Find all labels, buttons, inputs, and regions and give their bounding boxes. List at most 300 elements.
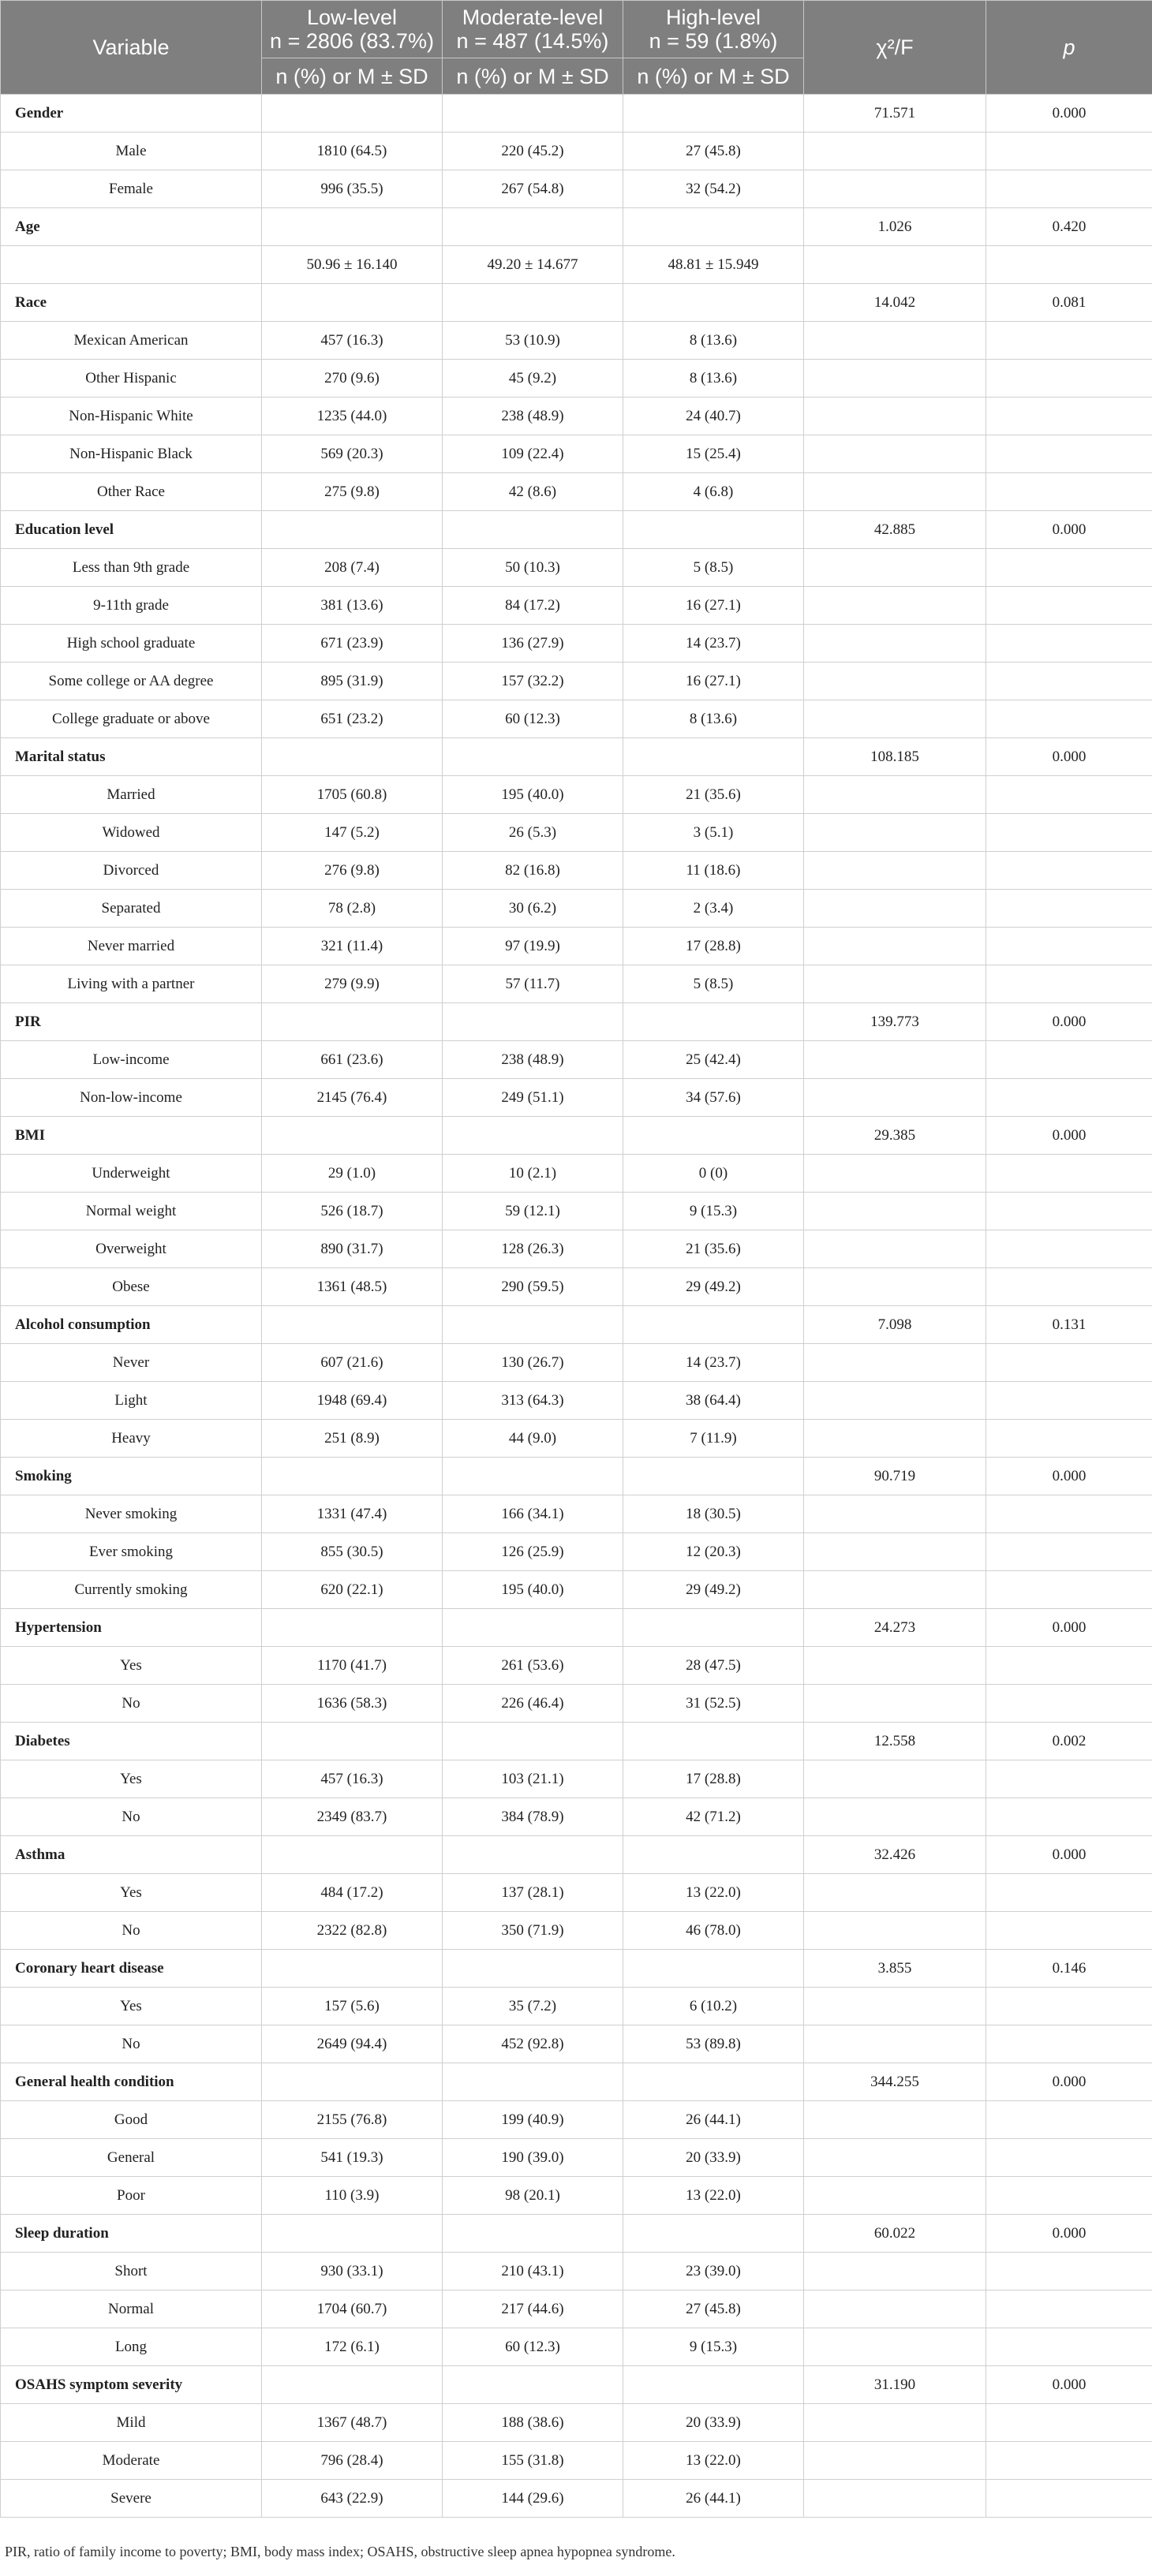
header-high-level <box>623 1 804 58</box>
low-level-value: 569 (20.3) <box>262 435 443 473</box>
moderate-level-value: 199 (40.9) <box>443 2101 623 2139</box>
empty-cell <box>804 1041 986 1079</box>
table-row <box>1 1912 1152 1950</box>
table-footnote: PIR, ratio of family income to poverty; BMI, body mass index; OSAHS, obstructive sleep apnea hypopnea syndrome. <box>5 2544 675 2559</box>
chi-square-value: 3.855 <box>804 1950 986 1988</box>
empty-cell <box>262 1117 443 1155</box>
empty-cell <box>986 1685 1152 1723</box>
high-level-value: 17 (28.8) <box>623 928 804 965</box>
empty-cell <box>804 1912 986 1950</box>
empty-cell <box>804 1344 986 1382</box>
section-row <box>1 2063 1152 2101</box>
high-level-value: 3 (5.1) <box>623 814 804 852</box>
empty-cell <box>623 1950 804 1988</box>
row-label: Severe <box>1 2480 262 2518</box>
high-level-value: 16 (27.1) <box>623 663 804 700</box>
section-row <box>1 2215 1152 2253</box>
empty-cell <box>443 1609 623 1647</box>
row-label: College graduate or above <box>1 700 262 738</box>
header-moderate-level-n: n = 487 (14.5%) <box>456 29 609 53</box>
high-level-value: 16 (27.1) <box>623 587 804 625</box>
p-value: 0.131 <box>986 1306 1152 1344</box>
table-row <box>1 1193 1152 1230</box>
empty-cell <box>804 663 986 700</box>
chi-square-value: 12.558 <box>804 1723 986 1760</box>
high-level-value: 26 (44.1) <box>623 2480 804 2518</box>
empty-cell <box>443 1950 623 1988</box>
empty-cell <box>443 95 623 133</box>
empty-cell <box>986 133 1152 170</box>
table-row <box>1 852 1152 890</box>
section-name: Diabetes <box>1 1723 262 1760</box>
empty-cell <box>986 322 1152 360</box>
table-row <box>1 1874 1152 1912</box>
moderate-level-value: 128 (26.3) <box>443 1230 623 1268</box>
chi-square-value: 14.042 <box>804 284 986 322</box>
low-level-value: 895 (31.9) <box>262 663 443 700</box>
low-level-value: 2155 (76.8) <box>262 2101 443 2139</box>
empty-cell <box>804 2139 986 2177</box>
empty-cell <box>443 511 623 549</box>
moderate-level-value: 82 (16.8) <box>443 852 623 890</box>
header-low-level-n: n = 2806 (83.7%) <box>270 29 434 53</box>
header-high-level-stat: n (%) or M ± SD <box>623 58 804 95</box>
empty-cell <box>262 2215 443 2253</box>
table-row <box>1 398 1152 435</box>
high-level-value: 9 (15.3) <box>623 2328 804 2366</box>
moderate-level-value: 97 (19.9) <box>443 928 623 965</box>
empty-cell <box>804 700 986 738</box>
low-level-value: 1948 (69.4) <box>262 1382 443 1420</box>
empty-cell <box>986 852 1152 890</box>
empty-cell <box>804 2177 986 2215</box>
low-level-value: 1705 (60.8) <box>262 776 443 814</box>
header-low-level-stat: n (%) or M ± SD <box>262 58 443 95</box>
row-label <box>1 246 262 284</box>
empty-cell <box>804 1647 986 1685</box>
empty-cell <box>623 1003 804 1041</box>
table-row <box>1 170 1152 208</box>
empty-cell <box>623 2366 804 2404</box>
row-label: Short <box>1 2253 262 2290</box>
high-level-value: 21 (35.6) <box>623 776 804 814</box>
table-row <box>1 2328 1152 2366</box>
high-level-value: 53 (89.8) <box>623 2025 804 2063</box>
table-row <box>1 814 1152 852</box>
high-level-value: 48.81 ± 15.949 <box>623 246 804 284</box>
empty-cell <box>804 1988 986 2025</box>
high-level-value: 5 (8.5) <box>623 965 804 1003</box>
low-level-value: 276 (9.8) <box>262 852 443 890</box>
table-row <box>1 2139 1152 2177</box>
table-row <box>1 246 1152 284</box>
section-name: Race <box>1 284 262 322</box>
high-level-value: 32 (54.2) <box>623 170 804 208</box>
section-row <box>1 511 1152 549</box>
empty-cell <box>804 1230 986 1268</box>
low-level-value: 2349 (83.7) <box>262 1798 443 1836</box>
empty-cell <box>804 360 986 398</box>
low-level-value: 251 (8.9) <box>262 1420 443 1458</box>
section-name: General health condition <box>1 2063 262 2101</box>
section-row <box>1 1609 1152 1647</box>
table-row <box>1 890 1152 928</box>
p-value: 0.000 <box>986 95 1152 133</box>
empty-cell <box>623 284 804 322</box>
moderate-level-value: 190 (39.0) <box>443 2139 623 2177</box>
empty-cell <box>986 473 1152 511</box>
high-level-value: 13 (22.0) <box>623 2442 804 2480</box>
empty-cell <box>986 2290 1152 2328</box>
empty-cell <box>623 1117 804 1155</box>
low-level-value: 2145 (76.4) <box>262 1079 443 1117</box>
low-level-value: 620 (22.1) <box>262 1571 443 1609</box>
empty-cell <box>986 928 1152 965</box>
row-label: General <box>1 2139 262 2177</box>
row-label: Low-income <box>1 1041 262 1079</box>
table-row <box>1 2177 1152 2215</box>
empty-cell <box>262 1836 443 1874</box>
low-level-value: 110 (3.9) <box>262 2177 443 2215</box>
high-level-value: 21 (35.6) <box>623 1230 804 1268</box>
empty-cell <box>623 2063 804 2101</box>
section-row <box>1 1836 1152 1874</box>
high-level-value: 8 (13.6) <box>623 322 804 360</box>
empty-cell <box>986 2328 1152 2366</box>
row-label: No <box>1 1685 262 1723</box>
empty-cell <box>623 1306 804 1344</box>
high-level-value: 0 (0) <box>623 1155 804 1193</box>
empty-cell <box>986 890 1152 928</box>
moderate-level-value: 155 (31.8) <box>443 2442 623 2480</box>
header-moderate-level-stat: n (%) or M ± SD <box>443 58 623 95</box>
empty-cell <box>623 208 804 246</box>
chi-square-value: 42.885 <box>804 511 986 549</box>
high-level-value: 15 (25.4) <box>623 435 804 473</box>
table-row <box>1 663 1152 700</box>
low-level-value: 607 (21.6) <box>262 1344 443 1382</box>
row-label: Yes <box>1 1760 262 1798</box>
empty-cell <box>986 1647 1152 1685</box>
empty-cell <box>262 1723 443 1760</box>
high-level-value: 17 (28.8) <box>623 1760 804 1798</box>
high-level-value: 26 (44.1) <box>623 2101 804 2139</box>
section-row <box>1 1003 1152 1041</box>
chi-square-value: 31.190 <box>804 2366 986 2404</box>
empty-cell <box>986 170 1152 208</box>
row-label: Ever smoking <box>1 1533 262 1571</box>
low-level-value: 1170 (41.7) <box>262 1647 443 1685</box>
empty-cell <box>986 1798 1152 1836</box>
empty-cell <box>986 2101 1152 2139</box>
row-label: Non-Hispanic White <box>1 398 262 435</box>
header-chi-square: χ²/F <box>804 1 986 95</box>
empty-cell <box>804 2290 986 2328</box>
moderate-level-value: 50 (10.3) <box>443 549 623 587</box>
empty-cell <box>986 700 1152 738</box>
empty-cell <box>804 1382 986 1420</box>
section-row <box>1 1458 1152 1495</box>
high-level-value: 31 (52.5) <box>623 1685 804 1723</box>
section-row <box>1 284 1152 322</box>
empty-cell <box>986 2404 1152 2442</box>
table-row <box>1 435 1152 473</box>
moderate-level-value: 452 (92.8) <box>443 2025 623 2063</box>
empty-cell <box>804 1685 986 1723</box>
empty-cell <box>986 1041 1152 1079</box>
header-high-level-n: n = 59 (1.8%) <box>649 29 778 53</box>
table-row <box>1 1268 1152 1306</box>
moderate-level-value: 42 (8.6) <box>443 473 623 511</box>
row-label: Mexican American <box>1 322 262 360</box>
high-level-value: 27 (45.8) <box>623 133 804 170</box>
row-label: Good <box>1 2101 262 2139</box>
moderate-level-value: 44 (9.0) <box>443 1420 623 1458</box>
empty-cell <box>986 625 1152 663</box>
table-row <box>1 1079 1152 1117</box>
low-level-value: 671 (23.9) <box>262 625 443 663</box>
empty-cell <box>804 587 986 625</box>
row-label: Never smoking <box>1 1495 262 1533</box>
low-level-value: 484 (17.2) <box>262 1874 443 1912</box>
high-level-value: 28 (47.5) <box>623 1647 804 1685</box>
section-name: OSAHS symptom severity <box>1 2366 262 2404</box>
header-variable: Variable <box>1 1 262 95</box>
p-value: 0.146 <box>986 1950 1152 1988</box>
table-row <box>1 473 1152 511</box>
low-level-value: 29 (1.0) <box>262 1155 443 1193</box>
empty-cell <box>262 2063 443 2101</box>
header-low-level <box>262 1 443 58</box>
empty-cell <box>986 1079 1152 1117</box>
section-name: Gender <box>1 95 262 133</box>
empty-cell <box>986 2442 1152 2480</box>
empty-cell <box>804 322 986 360</box>
empty-cell <box>443 1458 623 1495</box>
table-row <box>1 322 1152 360</box>
empty-cell <box>804 625 986 663</box>
empty-cell <box>804 246 986 284</box>
p-value: 0.000 <box>986 2063 1152 2101</box>
low-level-value: 855 (30.5) <box>262 1533 443 1571</box>
empty-cell <box>986 965 1152 1003</box>
moderate-level-value: 220 (45.2) <box>443 133 623 170</box>
row-label: Normal weight <box>1 1193 262 1230</box>
row-label: Male <box>1 133 262 170</box>
table-row <box>1 1760 1152 1798</box>
table-row <box>1 776 1152 814</box>
p-value: 0.000 <box>986 2215 1152 2253</box>
high-level-value: 29 (49.2) <box>623 1571 804 1609</box>
row-label: Non-low-income <box>1 1079 262 1117</box>
high-level-value: 13 (22.0) <box>623 1874 804 1912</box>
empty-cell <box>262 738 443 776</box>
moderate-level-value: 350 (71.9) <box>443 1912 623 1950</box>
empty-cell <box>262 1609 443 1647</box>
empty-cell <box>262 1950 443 1988</box>
moderate-level-value: 195 (40.0) <box>443 1571 623 1609</box>
low-level-value: 208 (7.4) <box>262 549 443 587</box>
empty-cell <box>804 1268 986 1306</box>
row-label: Heavy <box>1 1420 262 1458</box>
empty-cell <box>986 549 1152 587</box>
moderate-level-value: 60 (12.3) <box>443 2328 623 2366</box>
low-level-value: 526 (18.7) <box>262 1193 443 1230</box>
chi-square-value: 60.022 <box>804 2215 986 2253</box>
section-row <box>1 95 1152 133</box>
section-row <box>1 2366 1152 2404</box>
moderate-level-value: 195 (40.0) <box>443 776 623 814</box>
moderate-level-value: 313 (64.3) <box>443 1382 623 1420</box>
empty-cell <box>986 360 1152 398</box>
section-name: Education level <box>1 511 262 549</box>
empty-cell <box>804 852 986 890</box>
row-label: No <box>1 1912 262 1950</box>
high-level-value: 23 (39.0) <box>623 2253 804 2290</box>
empty-cell <box>804 776 986 814</box>
empty-cell <box>623 1836 804 1874</box>
moderate-level-value: 53 (10.9) <box>443 322 623 360</box>
low-level-value: 78 (2.8) <box>262 890 443 928</box>
moderate-level-value: 30 (6.2) <box>443 890 623 928</box>
row-label: No <box>1 1798 262 1836</box>
header-moderate-level <box>443 1 623 58</box>
table-row <box>1 1420 1152 1458</box>
chi-square-value: 32.426 <box>804 1836 986 1874</box>
header-moderate-level-label: Moderate-level <box>462 6 604 29</box>
row-label: Widowed <box>1 814 262 852</box>
empty-cell <box>986 1420 1152 1458</box>
high-level-value: 14 (23.7) <box>623 1344 804 1382</box>
moderate-level-value: 166 (34.1) <box>443 1495 623 1533</box>
empty-cell <box>804 473 986 511</box>
empty-cell <box>804 928 986 965</box>
table-row <box>1 1685 1152 1723</box>
empty-cell <box>262 2366 443 2404</box>
moderate-level-value: 217 (44.6) <box>443 2290 623 2328</box>
table-row <box>1 133 1152 170</box>
section-name: Coronary heart disease <box>1 1950 262 1988</box>
header-high-level-label: High-level <box>665 6 761 29</box>
table-row <box>1 700 1152 738</box>
table-row <box>1 1155 1152 1193</box>
p-value: 0.000 <box>986 511 1152 549</box>
table-row <box>1 1571 1152 1609</box>
low-level-value: 1636 (58.3) <box>262 1685 443 1723</box>
empty-cell <box>986 1230 1152 1268</box>
high-level-value: 7 (11.9) <box>623 1420 804 1458</box>
chi-square-value: 24.273 <box>804 1609 986 1647</box>
moderate-level-value: 59 (12.1) <box>443 1193 623 1230</box>
empty-cell <box>986 1533 1152 1571</box>
low-level-value: 930 (33.1) <box>262 2253 443 2290</box>
empty-cell <box>443 284 623 322</box>
empty-cell <box>262 208 443 246</box>
row-label: Other Race <box>1 473 262 511</box>
table-row <box>1 2404 1152 2442</box>
row-label: 9-11th grade <box>1 587 262 625</box>
table-row <box>1 1041 1152 1079</box>
row-label: Normal <box>1 2290 262 2328</box>
empty-cell <box>804 2442 986 2480</box>
moderate-level-value: 188 (38.6) <box>443 2404 623 2442</box>
empty-cell <box>804 1874 986 1912</box>
high-level-value: 20 (33.9) <box>623 2404 804 2442</box>
empty-cell <box>443 208 623 246</box>
empty-cell <box>804 435 986 473</box>
table-row <box>1 2253 1152 2290</box>
moderate-level-value: 84 (17.2) <box>443 587 623 625</box>
chi-square-value: 71.571 <box>804 95 986 133</box>
header-p-value <box>986 1 1152 95</box>
table-row <box>1 1798 1152 1836</box>
empty-cell <box>804 398 986 435</box>
low-level-value: 890 (31.7) <box>262 1230 443 1268</box>
moderate-level-value: 210 (43.1) <box>443 2253 623 2290</box>
row-label: Female <box>1 170 262 208</box>
chi-square-value: 139.773 <box>804 1003 986 1041</box>
moderate-level-value: 144 (29.6) <box>443 2480 623 2518</box>
p-value: 0.000 <box>986 1836 1152 1874</box>
empty-cell <box>986 1382 1152 1420</box>
empty-cell <box>804 1495 986 1533</box>
high-level-value: 6 (10.2) <box>623 1988 804 2025</box>
high-level-value: 14 (23.7) <box>623 625 804 663</box>
row-label: Long <box>1 2328 262 2366</box>
chi-square-value: 344.255 <box>804 2063 986 2101</box>
p-value: 0.000 <box>986 1117 1152 1155</box>
row-label: Currently smoking <box>1 1571 262 1609</box>
empty-cell <box>986 1874 1152 1912</box>
chi-square-value: 108.185 <box>804 738 986 776</box>
moderate-level-value: 60 (12.3) <box>443 700 623 738</box>
row-label: Obese <box>1 1268 262 1306</box>
chi-square-value: 7.098 <box>804 1306 986 1344</box>
empty-cell <box>262 511 443 549</box>
low-level-value: 1704 (60.7) <box>262 2290 443 2328</box>
high-level-value: 8 (13.6) <box>623 360 804 398</box>
low-level-value: 381 (13.6) <box>262 587 443 625</box>
empty-cell <box>443 738 623 776</box>
empty-cell <box>986 1912 1152 1950</box>
row-label: Moderate <box>1 2442 262 2480</box>
low-level-value: 1367 (48.7) <box>262 2404 443 2442</box>
low-level-value: 457 (16.3) <box>262 322 443 360</box>
row-label: Yes <box>1 1988 262 2025</box>
low-level-value: 279 (9.9) <box>262 965 443 1003</box>
low-level-value: 796 (28.4) <box>262 2442 443 2480</box>
low-level-value: 1810 (64.5) <box>262 133 443 170</box>
empty-cell <box>986 2480 1152 2518</box>
moderate-level-value: 57 (11.7) <box>443 965 623 1003</box>
row-label: Divorced <box>1 852 262 890</box>
empty-cell <box>804 1420 986 1458</box>
section-name: Hypertension <box>1 1609 262 1647</box>
empty-cell <box>986 2253 1152 2290</box>
empty-cell <box>262 95 443 133</box>
empty-cell <box>804 965 986 1003</box>
row-label: Yes <box>1 1647 262 1685</box>
section-row <box>1 738 1152 776</box>
table-row <box>1 965 1152 1003</box>
section-name: BMI <box>1 1117 262 1155</box>
empty-cell <box>986 663 1152 700</box>
empty-cell <box>804 1533 986 1571</box>
row-label: Other Hispanic <box>1 360 262 398</box>
high-level-value: 2 (3.4) <box>623 890 804 928</box>
high-level-value: 29 (49.2) <box>623 1268 804 1306</box>
empty-cell <box>804 1798 986 1836</box>
